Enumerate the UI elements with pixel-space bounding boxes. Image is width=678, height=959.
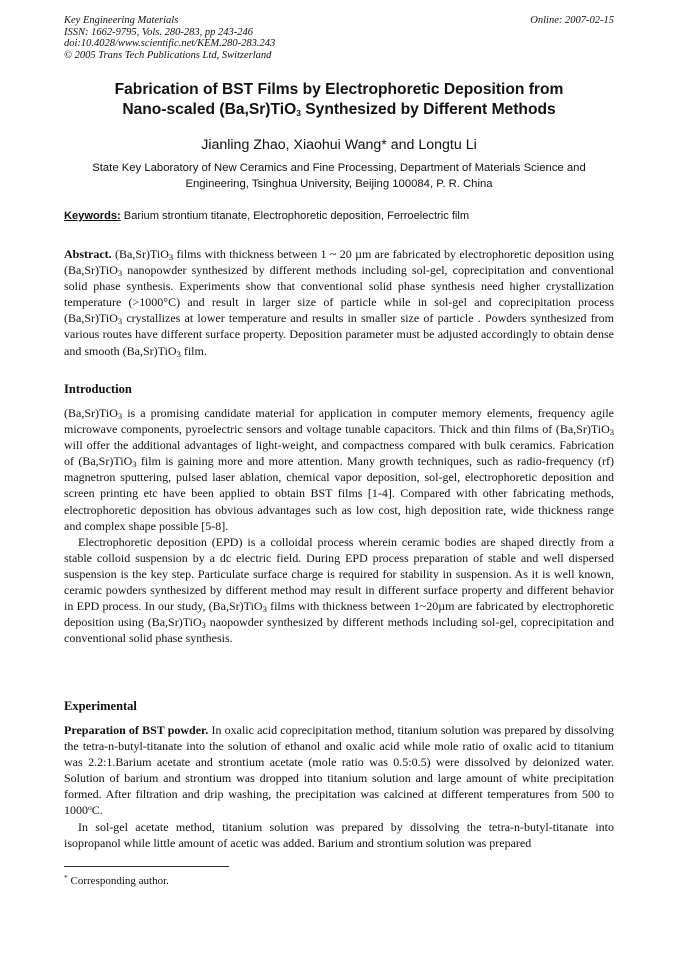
footnote: * Corresponding author. — [64, 873, 169, 887]
introduction-heading: Introduction — [64, 382, 132, 396]
journal-name: Key Engineering Materials — [64, 15, 179, 26]
title-line-2: Nano-scaled (Ba,Sr)TiO$_3$ Synthesized by Different Methods — [122, 101, 556, 118]
intro-paragraph-1: (Ba,Sr)TiO$_3$ is a promising candidate material for application in computer memory elements, frequency agile microwave components, pyroelectric sensors and voltage tunable capacitors. Thick and thin films of (Ba,Sr)TiO$_3$ will offer the additional advantages of light-weight, and compactness compared with bulk ceramics. Fabrication of (Ba,Sr)TiO$_3$ film is gaining more and more attention. Many growth techniques, such as radio-frequency (rf) magnetron sputtering, pulsed laser ablation, chemical vapor deposition, sol-gel, electrophoretic deposition and screen printing etc have been applied to obtain BST films [1-4]. Compared with other fabricating methods, electrophoretic deposition has obvious advantages such as low cost, high deposition rate, wide thickness range and complex shape possible [5-8]. — [64, 406, 615, 533]
footnote-rule — [64, 866, 229, 867]
affiliation: State Key Laboratory of New Ceramics and Fine Processing, Department of Materials Science and Engineering, Tsinghua University, Beijing 100084, P. R. China — [92, 162, 586, 190]
experimental-paragraph-2: In sol-gel acetate method, titanium solution was prepared by dissolving the tetra-n-butyl-titanate into isopropanol while little amount of acetic was added. Barium and strontium solution was prepared — [64, 819, 614, 850]
abstract-label: Abstract. — [64, 247, 112, 261]
experimental-heading: Experimental — [64, 699, 137, 713]
keywords-text: Barium strontium titanate, Electrophoretic deposition, Ferroelectric film — [120, 210, 470, 222]
doi-line: doi:10.4028/www.scientific.net/KEM.280-283.243 — [64, 38, 276, 50]
keywords — [64, 210, 638, 222]
issn-line: ISSN: 1662-9795, Vols. 280-283, pp 243-246 — [64, 26, 253, 38]
experimental-body — [64, 722, 614, 851]
copyright-line: © 2005 Trans Tech Publications Ltd, Switzerland — [64, 49, 272, 61]
introduction-body — [64, 405, 614, 646]
experimental-paragraph-1: Preparation of BST powder. In oxalic acid coprecipitation method, titanium solution was prepared by dissolving the tetra-n-butyl-titanate into the solution of ethanol and oxalic acid while mole ratio of oxalic acid to titanium was 2.2:1.Barium acetate and strontium acetate (mole ratio was 0.5:0.5) were dissolved by deionized water. Solution of barium and strontium was dropped into titanium solution and large amount of white precipitation formed. After filtration and drip washing, the precipitation was calcined at different temperatures from 500 to 1000$^o$C. — [64, 723, 614, 818]
subsection-label: Preparation of BST powder. — [64, 723, 209, 737]
page-header — [64, 15, 614, 61]
keywords-label: Keywords: — [64, 210, 121, 222]
abstract: Abstract. (Ba,Sr)TiO$_3$ films with thickness between 1 ~ 20 µm are fabricated by electrophoretic deposition using (Ba,Sr)TiO$_3$ nanopowder synthesized by different methods including sol-gel, coprecipitation and conventional solid phase synthesis. Experiments show that conventional solid phase synthesis need higher crystallization temperature (>1000°C) and result in larger size of particle while in sol-gel and coprecipitation process (Ba,Sr)TiO$_3$ crystallizes at lower temperature and results in smaller size of particle . Powders synthesized from various routes have different surface property. Deposition parameter must be adjusted accordingly to obtain dense and smooth (Ba,Sr)TiO$_3$ film. — [64, 247, 614, 359]
intro-paragraph-2: Electrophoretic deposition (EPD) is a colloidal process wherein ceramic bodies are shaped directly from a stable colloid suspension by a dc electric field. During EPD process preparation of stable and well dispersed suspension is the key step. Particulate surface charge is required for stability in suspension. As it is well known, ceramic powders synthesized by different method may result in different surface property and different behavior in EPD process. In our study, (Ba,Sr)TiO$_3$ films with thickness between 1~20µm are fabricated by electrophoretic deposition using (Ba,Sr)TiO$_3$ naopowder synthesized by different methods including sol-gel, coprecipitation and conventional solid phase synthesis. — [64, 534, 615, 646]
authors: Jianling Zhao, Xiaohui Wang* and Longtu Li — [201, 137, 477, 153]
title-line-1: Fabrication of BST Films by Electrophoretic Deposition from — [114, 81, 564, 98]
online-date: Online: 2007-02-15 — [530, 15, 614, 26]
paper-title — [40, 80, 638, 120]
